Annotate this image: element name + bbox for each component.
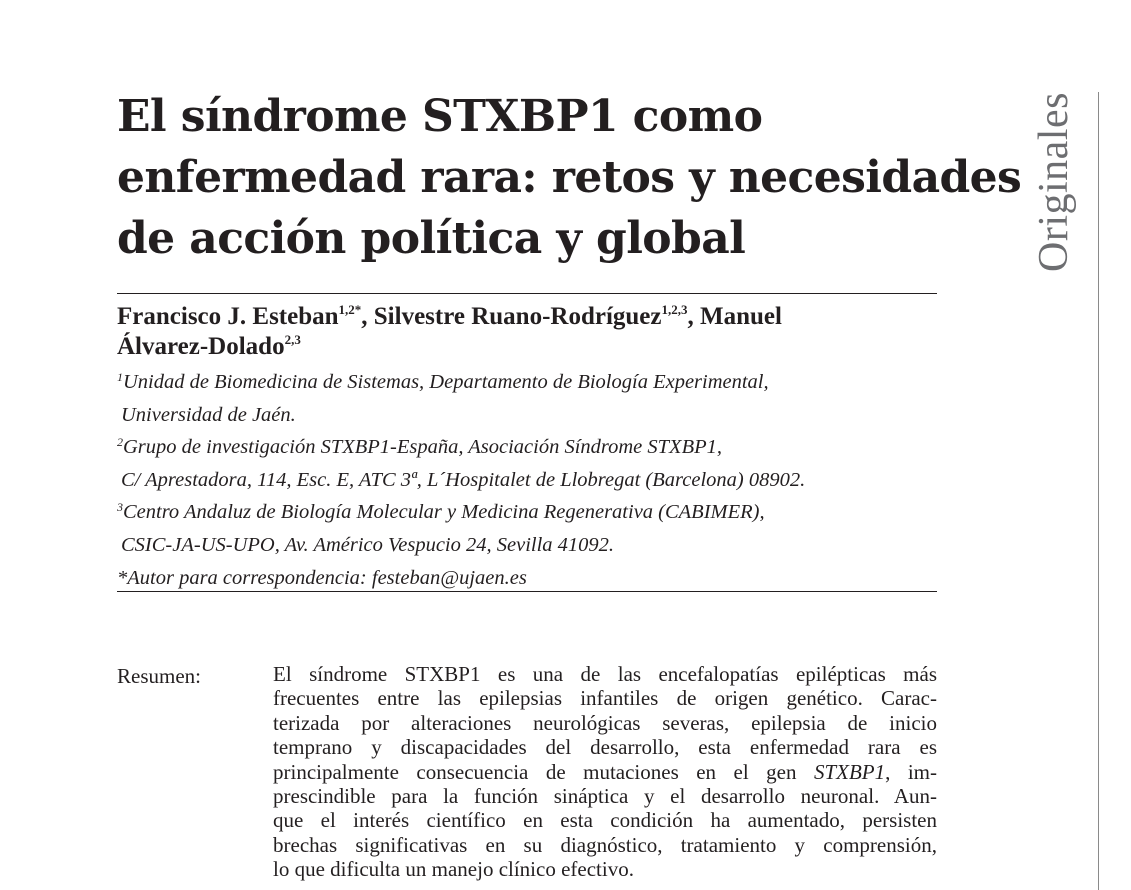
- affiliation-line: [117, 529, 937, 562]
- author-line: [117, 332, 937, 362]
- author-affiliation-ref: 1,2*: [338, 302, 362, 317]
- affiliation-line: [117, 496, 937, 529]
- abstract-line: lo que dificulta un manejo clínico efectivo.: [273, 857, 634, 882]
- corresponding-author-line: [117, 562, 937, 595]
- affiliation-text: Grupo de investigación STXBP1-España, Asociación Síndrome STXBP1,: [123, 436, 722, 459]
- title-line: enfermedad rara: retos y necesidades: [117, 152, 1022, 203]
- top-divider: [117, 293, 937, 294]
- affiliation-number: 2: [117, 435, 123, 450]
- abstract-line: prescindible para la función sináptica y el desarrollo neuronal. Aun-: [273, 784, 937, 809]
- abstract-line: El síndrome STXBP1 es una de las encefalopatías epilépticas más: [273, 662, 937, 686]
- abstract-line: frecuentes entre las epilepsias infantiles de origen genético. Carac-: [273, 686, 937, 711]
- affiliation-line: [117, 366, 937, 399]
- author-name: Silvestre Ruano-Rodríguez: [373, 303, 662, 330]
- affiliation-line: [117, 399, 937, 432]
- affiliation-text: Centro Andaluz de Biología Molecular y Medicina Regenerativa (CABIMER),: [123, 501, 765, 524]
- gene-name: STXBP1: [813, 759, 886, 784]
- abstract-line: terizada por alteraciones neurológicas severas, epilepsia de inicio: [273, 710, 937, 735]
- abstract-line: brechas significativas en su diagnóstico, tratamiento y comprensión,: [273, 832, 937, 857]
- side-rule: [1098, 92, 1099, 890]
- author-list: [117, 302, 937, 362]
- abstract-line: que el interés científico en esta condición ha aumentado, persisten: [273, 808, 937, 833]
- abstract-line: temprano y discapacidades del desarrollo, esta enfermedad rara es: [273, 735, 937, 760]
- affiliation-line: [117, 431, 937, 464]
- title-line: de acción política y global: [117, 213, 746, 264]
- corresponding-author-text: *Autor para correspondencia: festeban@ujaen.es: [117, 566, 527, 589]
- bottom-divider: [117, 591, 937, 592]
- affiliation-text: C/ Aprestadora, 114, Esc. E, ATC 3ª, L´Hospitalet de Llobregat (Barcelona) 08902.: [121, 468, 806, 491]
- author-affiliation-ref: 2,3: [284, 332, 301, 347]
- affiliation-text: Unidad de Biomedicina de Sistemas, Departamento de Biología Experimental,: [123, 371, 769, 393]
- author-name: Álvarez-Dolado: [117, 333, 285, 360]
- abstract-line: principalmente consecuencia de mutaciones en el gen STXBP1, im-: [273, 759, 937, 784]
- affiliation-text: CSIC-JA-US-UPO, Av. Américo Vespucio 24, Sevilla 41092.: [121, 533, 615, 556]
- author-name: Francisco J. Esteban: [117, 303, 339, 330]
- affiliation-number: 1: [117, 370, 123, 384]
- author-separator: ,: [361, 303, 374, 330]
- abstract-body: [273, 662, 937, 882]
- abstract-label: Resumen:: [117, 664, 201, 688]
- author-affiliation-ref: 1,2,3: [661, 302, 688, 317]
- author-separator: , Manuel: [687, 303, 782, 330]
- affiliation-number: 3: [117, 500, 123, 515]
- affiliation-text: Universidad de Jaén.: [121, 403, 296, 426]
- section-label: Originales: [1031, 92, 1077, 272]
- affiliation-line: [117, 464, 937, 497]
- article-title: [117, 86, 1022, 269]
- author-line: [117, 302, 937, 332]
- affiliation-list: [117, 366, 937, 594]
- title-line: El síndrome STXBP1 como: [117, 91, 763, 142]
